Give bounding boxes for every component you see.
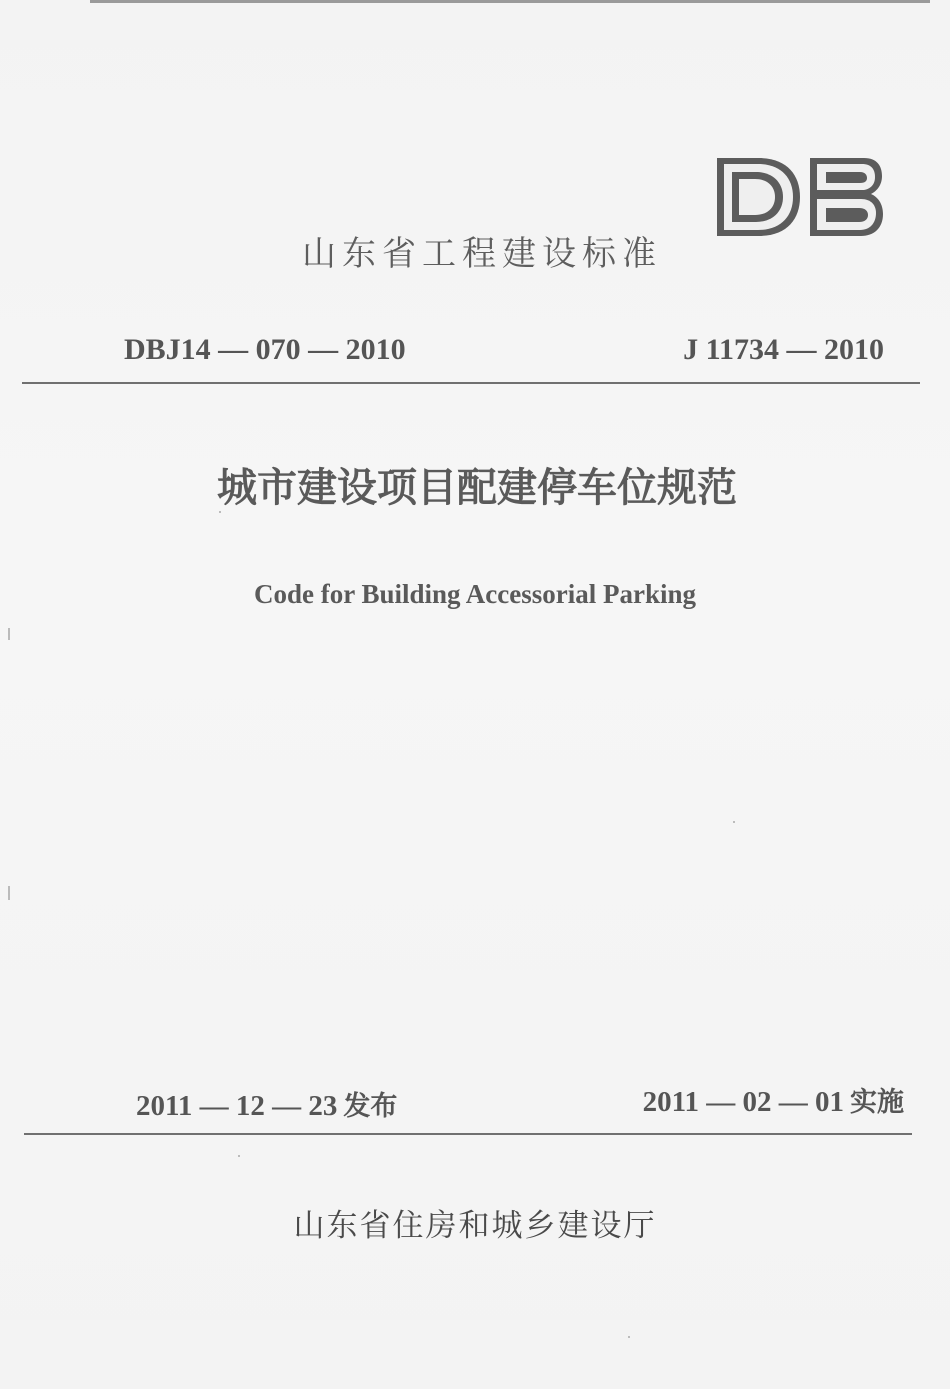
record-code: J 11734 — 2010 <box>683 333 884 366</box>
publisher: 山东省住房和城乡建设厅 <box>293 1208 657 1244</box>
scan-speck <box>219 511 221 513</box>
scan-top-edge <box>90 0 930 3</box>
footer-divider <box>24 1133 912 1135</box>
effective-date-line <box>643 1080 904 1119</box>
header-divider <box>22 382 920 384</box>
issue-date: 2011 — 12 — 23 <box>136 1090 338 1122</box>
standard-code: DBJ14 — 070 — 2010 <box>124 333 406 366</box>
series-title: 山东省工程建设标准 <box>302 234 662 274</box>
issue-date-line <box>136 1084 397 1123</box>
scan-speck <box>733 821 735 823</box>
effective-label: 实施 <box>850 1087 904 1118</box>
issue-label: 发布 <box>343 1091 398 1122</box>
english-title: Code for Building Accessorial Parking <box>253 579 697 609</box>
scan-mark <box>8 628 10 640</box>
scan-mark <box>8 886 10 900</box>
scan-speck <box>628 1336 630 1338</box>
scan-speck <box>238 1155 240 1157</box>
main-title: 城市建设项目配建停车位规范 <box>217 464 737 511</box>
effective-date: 2011 — 02 — 01 <box>642 1086 844 1118</box>
